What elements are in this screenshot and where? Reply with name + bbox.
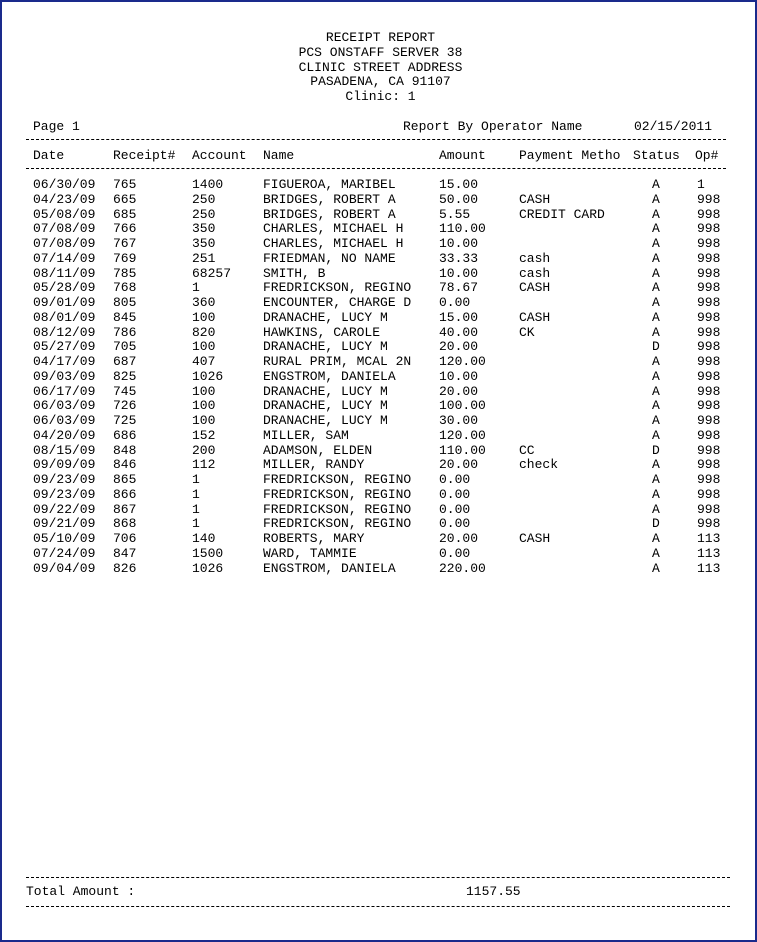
cell-status: A xyxy=(652,545,660,561)
cell-op: 113 xyxy=(697,531,721,546)
cell-receipt: 785 xyxy=(113,265,137,281)
table-row xyxy=(2,296,757,311)
cell-name: ADAMSON, ELDEN xyxy=(263,442,373,458)
cell-op: 998 xyxy=(697,309,721,325)
cell-name: DRANACHE, LUCY M xyxy=(263,383,388,399)
cell-op: 998 xyxy=(697,206,721,222)
column-header-account: Account xyxy=(192,148,247,163)
cell-op: 998 xyxy=(697,354,721,369)
table-row xyxy=(2,222,757,237)
cell-date: 07/14/09 xyxy=(33,250,96,266)
table-row xyxy=(2,503,757,518)
cell-status: A xyxy=(652,354,660,369)
column-header-payment: Payment Metho xyxy=(519,148,621,163)
cell-account: 1 xyxy=(192,280,200,296)
cell-date: 09/09/09 xyxy=(33,457,96,473)
cell-status: D xyxy=(652,339,660,355)
cell-status: A xyxy=(652,309,660,325)
header-divider-bottom xyxy=(26,168,726,169)
cell-op: 998 xyxy=(697,221,721,237)
cell-status: A xyxy=(652,383,660,399)
clinic-number: Clinic: 1 xyxy=(345,89,416,104)
cell-account: 112 xyxy=(192,457,216,473)
cell-date: 04/23/09 xyxy=(33,191,96,207)
cell-op: 113 xyxy=(697,545,721,561)
cell-account: 1 xyxy=(192,486,200,502)
cell-amount: 0.00 xyxy=(439,545,471,561)
cell-op: 998 xyxy=(697,486,721,502)
cell-op: 998 xyxy=(697,236,721,251)
cell-date: 08/01/09 xyxy=(33,309,96,325)
cell-payment: CASH xyxy=(519,309,551,325)
cell-account: 1500 xyxy=(192,545,224,561)
cell-receipt: 766 xyxy=(113,221,137,237)
cell-status: D xyxy=(652,442,660,458)
cell-payment: check xyxy=(519,457,559,473)
cell-payment: CASH xyxy=(519,280,551,296)
cell-receipt: 769 xyxy=(113,250,137,266)
cell-account: 140 xyxy=(192,531,216,546)
cell-op: 998 xyxy=(697,398,721,414)
cell-receipt: 847 xyxy=(113,545,137,561)
cell-name: CHARLES, MICHAEL H xyxy=(263,236,404,251)
cell-amount: 100.00 xyxy=(439,398,486,414)
table-row xyxy=(2,429,757,444)
cell-payment: CASH xyxy=(519,191,551,207)
cell-amount: 5.55 xyxy=(439,206,471,222)
cell-date: 06/30/09 xyxy=(33,177,96,192)
cell-op: 998 xyxy=(697,427,721,443)
cell-name: FIGUEROA, MARIBEL xyxy=(263,177,396,192)
cell-account: 100 xyxy=(192,413,216,428)
cell-date: 09/23/09 xyxy=(33,472,96,487)
cell-op: 998 xyxy=(697,368,721,384)
cell-amount: 0.00 xyxy=(439,501,471,517)
cell-account: 820 xyxy=(192,324,216,340)
cell-receipt: 687 xyxy=(113,354,137,369)
table-row xyxy=(2,562,757,577)
cell-account: 100 xyxy=(192,339,216,355)
table-row xyxy=(2,547,757,562)
cell-op: 998 xyxy=(697,191,721,207)
cell-name: HAWKINS, CAROLE xyxy=(263,324,381,340)
cell-status: A xyxy=(652,191,660,207)
cell-date: 09/03/09 xyxy=(33,368,96,384)
cell-amount: 33.33 xyxy=(439,250,479,266)
cell-receipt: 745 xyxy=(113,383,137,399)
cell-account: 200 xyxy=(192,442,216,458)
cell-status: A xyxy=(652,324,660,340)
cell-op: 998 xyxy=(697,501,721,517)
cell-op: 998 xyxy=(697,280,721,296)
table-row xyxy=(2,355,757,370)
table-row xyxy=(2,414,757,429)
cell-name: DRANACHE, LUCY M xyxy=(263,309,388,325)
cell-status: A xyxy=(652,221,660,237)
table-row xyxy=(2,473,757,488)
table-row xyxy=(2,488,757,503)
cell-name: ENCOUNTER, CHARGE D xyxy=(263,295,412,310)
cell-amount: 110.00 xyxy=(439,442,486,458)
cell-receipt: 868 xyxy=(113,516,137,532)
footer-divider-bottom xyxy=(26,906,730,907)
cell-status: A xyxy=(652,295,660,310)
cell-receipt: 866 xyxy=(113,486,137,502)
report-date: 02/15/2011 xyxy=(634,119,713,134)
cell-account: 360 xyxy=(192,295,216,310)
column-headers xyxy=(2,149,757,164)
cell-op: 998 xyxy=(697,324,721,340)
table-row xyxy=(2,458,757,473)
cell-name: BRIDGES, ROBERT A xyxy=(263,206,396,222)
cell-status: A xyxy=(652,531,660,546)
cell-name: FRIEDMAN, NO NAME xyxy=(263,250,396,266)
table-row xyxy=(2,326,757,341)
cell-amount: 30.00 xyxy=(439,413,479,428)
cell-account: 100 xyxy=(192,309,216,325)
cell-status: A xyxy=(652,427,660,443)
cell-op: 998 xyxy=(697,472,721,487)
cell-name: FREDRICKSON, REGINO xyxy=(263,486,412,502)
cell-account: 1 xyxy=(192,472,200,487)
clinic-address: CLINIC STREET ADDRESS xyxy=(298,60,463,75)
table-row xyxy=(2,237,757,252)
cell-payment: cash xyxy=(519,265,551,281)
cell-date: 06/17/09 xyxy=(33,383,96,399)
cell-receipt: 665 xyxy=(113,191,137,207)
cell-account: 251 xyxy=(192,250,216,266)
cell-status: A xyxy=(652,177,660,192)
table-row xyxy=(2,340,757,355)
table-row xyxy=(2,532,757,547)
cell-status: A xyxy=(652,206,660,222)
cell-amount: 20.00 xyxy=(439,457,479,473)
cell-receipt: 786 xyxy=(113,324,137,340)
column-header-status: Status xyxy=(633,148,680,163)
cell-amount: 20.00 xyxy=(439,383,479,399)
cell-name: DRANACHE, LUCY M xyxy=(263,398,388,414)
cell-account: 350 xyxy=(192,236,216,251)
cell-receipt: 845 xyxy=(113,309,137,325)
cell-date: 07/08/09 xyxy=(33,221,96,237)
server-name: PCS ONSTAFF SERVER 38 xyxy=(298,45,463,60)
cell-status: A xyxy=(652,501,660,517)
cell-op: 998 xyxy=(697,413,721,428)
page-number: Page 1 xyxy=(33,119,80,134)
cell-date: 09/01/09 xyxy=(33,295,96,310)
cell-receipt: 826 xyxy=(113,560,137,576)
cell-payment: CREDIT CARD xyxy=(519,206,605,222)
cell-amount: 0.00 xyxy=(439,295,471,310)
cell-amount: 15.00 xyxy=(439,309,479,325)
cell-status: D xyxy=(652,516,660,532)
cell-name: DRANACHE, LUCY M xyxy=(263,339,388,355)
cell-status: A xyxy=(652,398,660,414)
cell-date: 09/21/09 xyxy=(33,516,96,532)
cell-name: FREDRICKSON, REGINO xyxy=(263,472,412,487)
cell-receipt: 765 xyxy=(113,177,137,192)
cell-account: 1026 xyxy=(192,368,224,384)
cell-status: A xyxy=(652,486,660,502)
cell-amount: 10.00 xyxy=(439,265,479,281)
cell-receipt: 767 xyxy=(113,236,137,251)
column-header-name: Name xyxy=(263,148,295,163)
cell-account: 100 xyxy=(192,398,216,414)
cell-date: 05/08/09 xyxy=(33,206,96,222)
cell-payment: CASH xyxy=(519,531,551,546)
table-row xyxy=(2,267,757,282)
cell-date: 05/10/09 xyxy=(33,531,96,546)
cell-date: 08/12/09 xyxy=(33,324,96,340)
cell-name: FREDRICKSON, REGINO xyxy=(263,280,412,296)
cell-receipt: 706 xyxy=(113,531,137,546)
cell-amount: 0.00 xyxy=(439,516,471,532)
cell-account: 350 xyxy=(192,221,216,237)
cell-op: 998 xyxy=(697,339,721,355)
cell-amount: 20.00 xyxy=(439,339,479,355)
cell-name: RURAL PRIM, MCAL 2N xyxy=(263,354,412,369)
cell-op: 1 xyxy=(697,177,705,192)
cell-status: A xyxy=(652,250,660,266)
cell-status: A xyxy=(652,280,660,296)
cell-amount: 78.67 xyxy=(439,280,479,296)
cell-receipt: 848 xyxy=(113,442,137,458)
cell-name: BRIDGES, ROBERT A xyxy=(263,191,396,207)
cell-op: 998 xyxy=(697,457,721,473)
header-divider-top xyxy=(26,139,726,140)
table-row xyxy=(2,399,757,414)
cell-account: 250 xyxy=(192,206,216,222)
cell-date: 09/22/09 xyxy=(33,501,96,517)
cell-date: 06/03/09 xyxy=(33,398,96,414)
table-row xyxy=(2,311,757,326)
clinic-city: PASADENA, CA 91107 xyxy=(310,74,451,89)
cell-receipt: 865 xyxy=(113,472,137,487)
table-row xyxy=(2,193,757,208)
table-row xyxy=(2,370,757,385)
cell-account: 68257 xyxy=(192,265,232,281)
cell-amount: 10.00 xyxy=(439,236,479,251)
cell-op: 998 xyxy=(697,250,721,266)
cell-date: 09/23/09 xyxy=(33,486,96,502)
cell-op: 998 xyxy=(697,516,721,532)
cell-name: MILLER, RANDY xyxy=(263,457,365,473)
cell-name: ENGSTROM, DANIELA xyxy=(263,368,396,384)
cell-payment: cash xyxy=(519,250,551,266)
cell-name: ROBERTS, MARY xyxy=(263,531,365,546)
cell-payment: CK xyxy=(519,324,535,340)
cell-date: 07/24/09 xyxy=(33,545,96,561)
cell-receipt: 867 xyxy=(113,501,137,517)
cell-amount: 120.00 xyxy=(439,354,486,369)
cell-receipt: 705 xyxy=(113,339,137,355)
cell-account: 407 xyxy=(192,354,216,369)
cell-account: 1 xyxy=(192,501,200,517)
cell-op: 998 xyxy=(697,295,721,310)
cell-status: A xyxy=(652,413,660,428)
cell-receipt: 685 xyxy=(113,206,137,222)
cell-account: 1400 xyxy=(192,177,224,192)
cell-date: 09/04/09 xyxy=(33,560,96,576)
cell-receipt: 825 xyxy=(113,368,137,384)
cell-amount: 220.00 xyxy=(439,560,486,576)
cell-name: WARD, TAMMIE xyxy=(263,545,357,561)
cell-receipt: 846 xyxy=(113,457,137,473)
cell-amount: 15.00 xyxy=(439,177,479,192)
column-header-receipt: Receipt# xyxy=(113,148,176,163)
cell-date: 04/20/09 xyxy=(33,427,96,443)
column-header-amount: Amount xyxy=(439,148,486,163)
cell-status: A xyxy=(652,457,660,473)
cell-account: 1026 xyxy=(192,560,224,576)
cell-name: DRANACHE, LUCY M xyxy=(263,413,388,428)
cell-amount: 0.00 xyxy=(439,486,471,502)
table-row xyxy=(2,178,757,193)
cell-name: MILLER, SAM xyxy=(263,427,349,443)
table-row xyxy=(2,252,757,267)
column-header-op: Op# xyxy=(695,148,719,163)
total-amount-value: 1157.55 xyxy=(466,884,521,899)
cell-amount: 110.00 xyxy=(439,221,486,237)
cell-account: 250 xyxy=(192,191,216,207)
cell-amount: 120.00 xyxy=(439,427,486,443)
table-row xyxy=(2,444,757,459)
cell-payment: CC xyxy=(519,442,535,458)
cell-amount: 0.00 xyxy=(439,472,471,487)
cell-receipt: 768 xyxy=(113,280,137,296)
column-header-date: Date xyxy=(33,148,65,163)
cell-amount: 20.00 xyxy=(439,531,479,546)
cell-date: 08/11/09 xyxy=(33,265,96,281)
cell-account: 100 xyxy=(192,383,216,399)
cell-name: CHARLES, MICHAEL H xyxy=(263,221,404,237)
table-row xyxy=(2,208,757,223)
footer-divider-top xyxy=(26,877,730,878)
cell-name: SMITH, B xyxy=(263,265,326,281)
cell-account: 1 xyxy=(192,516,200,532)
cell-amount: 50.00 xyxy=(439,191,479,207)
cell-date: 08/15/09 xyxy=(33,442,96,458)
cell-status: A xyxy=(652,265,660,281)
cell-receipt: 686 xyxy=(113,427,137,443)
report-title: RECEIPT REPORT xyxy=(325,30,436,45)
cell-receipt: 725 xyxy=(113,413,137,428)
cell-status: A xyxy=(652,472,660,487)
report-sort-label: Report By Operator Name xyxy=(403,119,583,134)
table-row xyxy=(2,385,757,400)
cell-date: 05/27/09 xyxy=(33,339,96,355)
cell-op: 998 xyxy=(697,265,721,281)
cell-op: 113 xyxy=(697,560,721,576)
cell-op: 998 xyxy=(697,383,721,399)
cell-op: 998 xyxy=(697,442,721,458)
table-row xyxy=(2,517,757,532)
cell-account: 152 xyxy=(192,427,216,443)
cell-date: 04/17/09 xyxy=(33,354,96,369)
cell-status: A xyxy=(652,236,660,251)
cell-receipt: 805 xyxy=(113,295,137,310)
cell-name: ENGSTROM, DANIELA xyxy=(263,560,396,576)
cell-name: FREDRICKSON, REGINO xyxy=(263,516,412,532)
table-row xyxy=(2,281,757,296)
cell-status: A xyxy=(652,560,660,576)
cell-name: FREDRICKSON, REGINO xyxy=(263,501,412,517)
cell-amount: 10.00 xyxy=(439,368,479,384)
cell-status: A xyxy=(652,368,660,384)
cell-receipt: 726 xyxy=(113,398,137,414)
total-amount-label: Total Amount : xyxy=(26,884,136,899)
cell-date: 07/08/09 xyxy=(33,236,96,251)
cell-amount: 40.00 xyxy=(439,324,479,340)
cell-date: 05/28/09 xyxy=(33,280,96,296)
cell-date: 06/03/09 xyxy=(33,413,96,428)
